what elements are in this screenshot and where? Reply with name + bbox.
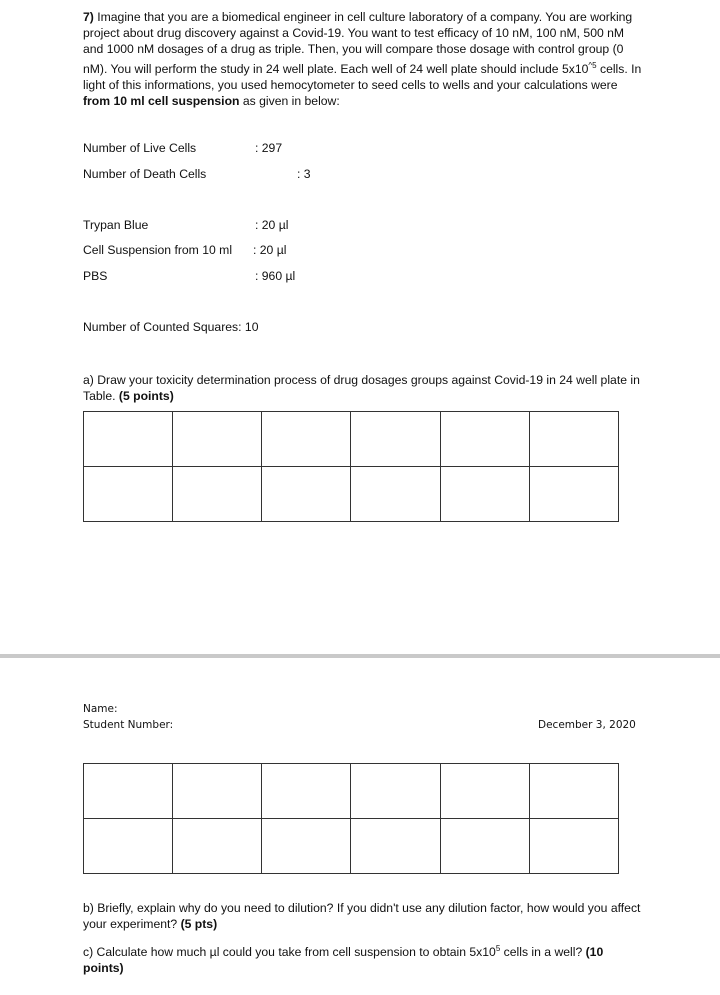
question-number: 7) bbox=[83, 10, 94, 24]
table-cell[interactable] bbox=[529, 764, 618, 819]
name-label: Name: bbox=[83, 703, 118, 715]
table-cell[interactable] bbox=[440, 412, 529, 467]
table-cell[interactable] bbox=[173, 819, 262, 874]
part-c-superscript: 5 bbox=[495, 944, 501, 953]
cell-suspension-value: : 20 µl bbox=[253, 243, 287, 257]
pbs-value: : 960 µl bbox=[255, 269, 296, 283]
table-cell[interactable] bbox=[440, 764, 529, 819]
part-b-text bbox=[83, 900, 643, 932]
part-a-text bbox=[83, 372, 643, 404]
table-cell[interactable] bbox=[440, 467, 529, 522]
live-cells-value: : 297 bbox=[255, 141, 283, 155]
part-a-points: (5 points) bbox=[118, 389, 174, 404]
pbs-label: PBS bbox=[83, 269, 108, 283]
table-cell[interactable] bbox=[440, 819, 529, 874]
dead-cells-label: Number of Death Cells bbox=[83, 167, 207, 181]
table-cell[interactable] bbox=[262, 467, 351, 522]
question-intro-2: cells. In light of this informations, you used hemocytometer to seed cells to wells and your calculations were bbox=[83, 61, 642, 92]
live-cells-label: Number of Live Cells bbox=[83, 141, 197, 155]
question-text bbox=[83, 9, 643, 109]
student-number-label: Student Number: bbox=[83, 719, 174, 731]
question-superscript: ^5 bbox=[588, 60, 597, 70]
table-cell[interactable] bbox=[84, 819, 173, 874]
part-c-question: c) Calculate how much µl could you take from cell suspension to obtain 5x10 bbox=[83, 945, 496, 960]
counted-squares: Number of Counted Squares: 10 bbox=[83, 320, 259, 334]
table-cell[interactable] bbox=[351, 412, 440, 467]
table-row bbox=[84, 819, 619, 874]
trypan-blue-label: Trypan Blue bbox=[83, 218, 149, 232]
trypan-blue-value: : 20 µl bbox=[255, 218, 289, 232]
table-cell[interactable] bbox=[262, 764, 351, 819]
part-a-question: a) Draw your toxicity determination process of drug dosages groups against Covid-19 in 24 well plate in Table. bbox=[83, 373, 640, 404]
table-cell[interactable] bbox=[351, 764, 440, 819]
table-cell[interactable] bbox=[173, 764, 262, 819]
table-row bbox=[84, 467, 619, 522]
part-b-points: (5 pts) bbox=[180, 917, 218, 932]
question-intro: Imagine that you are a biomedical engineer in cell culture laboratory of a company. You are working project about drug discovery against a Covid-19. You want to test efficacy of 10 nM, 100 nM, 500 nM and 1000 nM dosages of a drug as triple. Then, you will compare those dosage with control group (0 nM). You will perform the study in 24 well plate. Each well of 24 well plate should include 5x10 bbox=[83, 10, 633, 76]
table-cell[interactable] bbox=[351, 467, 440, 522]
table-cell[interactable] bbox=[173, 467, 262, 522]
table-cell[interactable] bbox=[262, 412, 351, 467]
table-cell[interactable] bbox=[351, 819, 440, 874]
table-cell[interactable] bbox=[529, 467, 618, 522]
table-cell[interactable] bbox=[84, 412, 173, 467]
question-intro-3: as given in below: bbox=[239, 94, 340, 109]
part-b-question: b) Briefly, explain why do you need to dilution? If you didn't use any dilution factor, how would you affect your experiment? bbox=[83, 901, 641, 932]
page-separator bbox=[0, 654, 720, 658]
table-cell[interactable] bbox=[84, 764, 173, 819]
well-plate-table-1[interactable] bbox=[83, 411, 619, 522]
part-c-text bbox=[83, 941, 643, 976]
table-row bbox=[84, 412, 619, 467]
dead-cells-value: : 3 bbox=[297, 167, 311, 181]
cell-suspension-label: Cell Suspension from 10 ml bbox=[83, 243, 233, 257]
date-label: December 3, 2020 bbox=[538, 719, 636, 731]
table-cell[interactable] bbox=[529, 412, 618, 467]
table-cell[interactable] bbox=[173, 412, 262, 467]
table-cell[interactable] bbox=[262, 819, 351, 874]
table-row bbox=[84, 764, 619, 819]
table-cell[interactable] bbox=[529, 819, 618, 874]
well-plate-table-2[interactable] bbox=[83, 763, 619, 874]
part-c-points: (10 points) bbox=[83, 945, 604, 976]
question-bold: from 10 ml cell suspension bbox=[83, 94, 240, 109]
part-c-question-2: cells in a well? bbox=[500, 945, 586, 960]
table-cell[interactable] bbox=[84, 467, 173, 522]
